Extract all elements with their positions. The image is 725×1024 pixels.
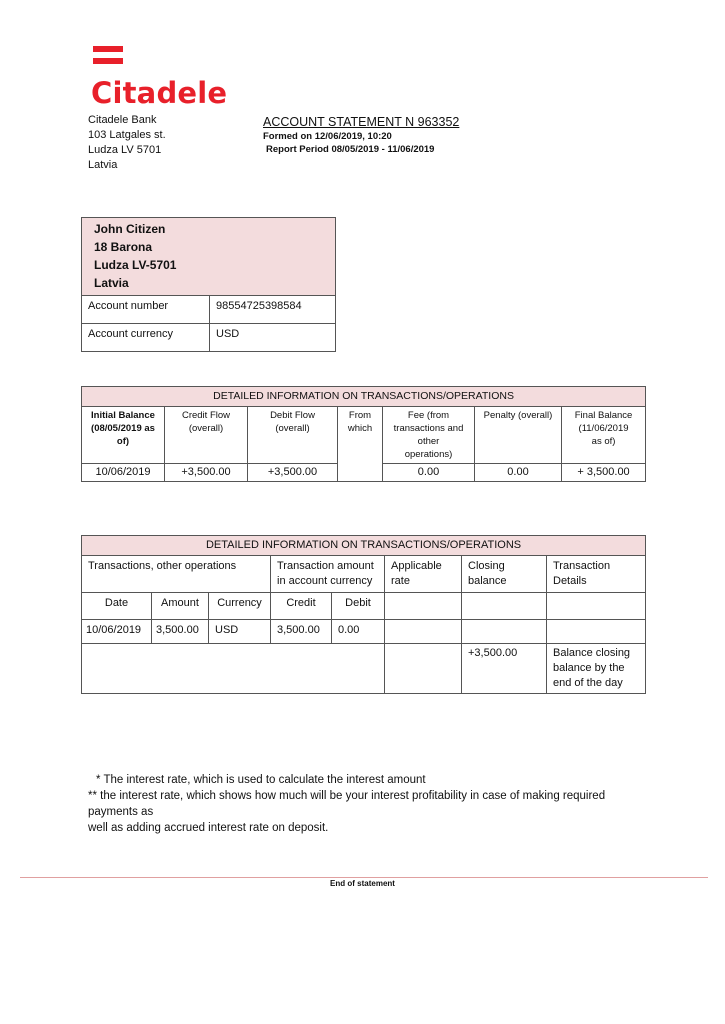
summary-table — [81, 386, 646, 482]
divider — [20, 877, 708, 878]
statement-formed: Formed on 12/06/2019, 10:20 — [263, 131, 392, 142]
summary-col-header: Penalty (overall) — [475, 407, 562, 464]
customer-city: Ludza LV-5701 — [94, 258, 177, 272]
summary-value: + 3,500.00 — [562, 464, 646, 482]
summary-col-header: Final Balance (11/06/2019 as of) — [562, 407, 646, 464]
detail-row-date: 10/06/2019 — [82, 620, 152, 644]
detail-empty-cell — [462, 593, 547, 620]
summary-value: 0.00 — [383, 464, 475, 482]
detail-sub-header: Debit — [332, 593, 385, 620]
detail-row-credit: 3,500.00 — [271, 620, 332, 644]
detail-header: DETAILED INFORMATION ON TRANSACTIONS/OPERATIONS — [82, 536, 646, 556]
detail-applicable-rate: Applicable rate — [385, 556, 462, 593]
detail-empty-cell — [82, 644, 385, 694]
account-number-label: Account number — [82, 296, 210, 324]
customer-name: John Citizen — [94, 222, 166, 236]
summary-col-header: Credit Flow (overall) — [165, 407, 248, 464]
detail-sub-header: Amount — [152, 593, 209, 620]
detail-empty-cell — [462, 620, 547, 644]
detail-row-currency: USD — [209, 620, 271, 644]
detail-sub-header: Currency — [209, 593, 271, 620]
footnote-1: * The interest rate, which is used to calculate the interest amount — [96, 774, 426, 786]
detail-row-amount: 3,500.00 — [152, 620, 209, 644]
customer-country: Latvia — [94, 276, 129, 290]
summary-value: 0.00 — [475, 464, 562, 482]
summary-value: +3,500.00 — [248, 464, 338, 482]
detail-group-transactions: Transactions, other operations — [82, 556, 271, 593]
detail-empty-cell — [385, 644, 462, 694]
summary-value: +3,500.00 — [165, 464, 248, 482]
customer-address-cell — [82, 218, 336, 296]
detail-table — [81, 535, 646, 694]
statement-title: ACCOUNT STATEMENT N 963352 — [263, 115, 460, 129]
account-currency-value: USD — [210, 324, 336, 352]
detail-closing-balance: Closing balance — [462, 556, 547, 593]
summary-col-header: Initial Balance (08/05/2019 as of) — [82, 407, 165, 464]
detail-empty-cell — [385, 620, 462, 644]
logo-mark-bar-bottom — [93, 58, 123, 64]
detail-closing-value: +3,500.00 — [462, 644, 547, 694]
detail-group-amount: Transaction amount in account currency — [271, 556, 385, 593]
customer-street: 18 Barona — [94, 240, 153, 254]
detail-empty-cell — [547, 620, 646, 644]
footnote-2: ** the interest rate, which shows how much will be your interest profitability in case of making required payments as — [88, 790, 606, 818]
summary-col-header: Fee (from transactions and other operations) — [383, 407, 475, 464]
detail-sub-header: Date — [82, 593, 152, 620]
footnote-3: well as adding accrued interest rate on deposit. — [88, 822, 329, 834]
detail-empty-cell — [547, 593, 646, 620]
summary-value: 10/06/2019 — [82, 464, 165, 482]
bank-address-line: Citadele Bank — [88, 114, 157, 126]
bank-address-line: 103 Latgales st. — [88, 129, 166, 141]
detail-row-debit: 0.00 — [332, 620, 385, 644]
detail-transaction-details: Transaction Details — [547, 556, 646, 593]
customer-table — [81, 217, 336, 352]
footnotes — [88, 772, 648, 836]
detail-sub-header: Credit — [271, 593, 332, 620]
account-number-value: 98554725398584 — [210, 296, 336, 324]
detail-closing-note: Balance closing balance by the end of the day — [547, 644, 646, 694]
bank-address-line: Latvia — [88, 159, 118, 171]
summary-col-header: From which — [338, 407, 383, 482]
statement-period: Report Period 08/05/2019 - 11/06/2019 — [266, 144, 435, 155]
account-currency-label: Account currency — [82, 324, 210, 352]
logo-mark-bar-top — [93, 46, 123, 52]
summary-col-header: Debit Flow (overall) — [248, 407, 338, 464]
bank-address — [88, 113, 166, 173]
bank-logo: Citadele — [91, 76, 228, 110]
summary-header: DETAILED INFORMATION ON TRANSACTIONS/OPERATIONS — [82, 387, 646, 407]
statement-heading — [263, 115, 459, 156]
bank-address-line: Ludza LV 5701 — [88, 144, 162, 156]
detail-empty-cell — [385, 593, 462, 620]
end-of-statement: End of statement — [330, 879, 395, 888]
